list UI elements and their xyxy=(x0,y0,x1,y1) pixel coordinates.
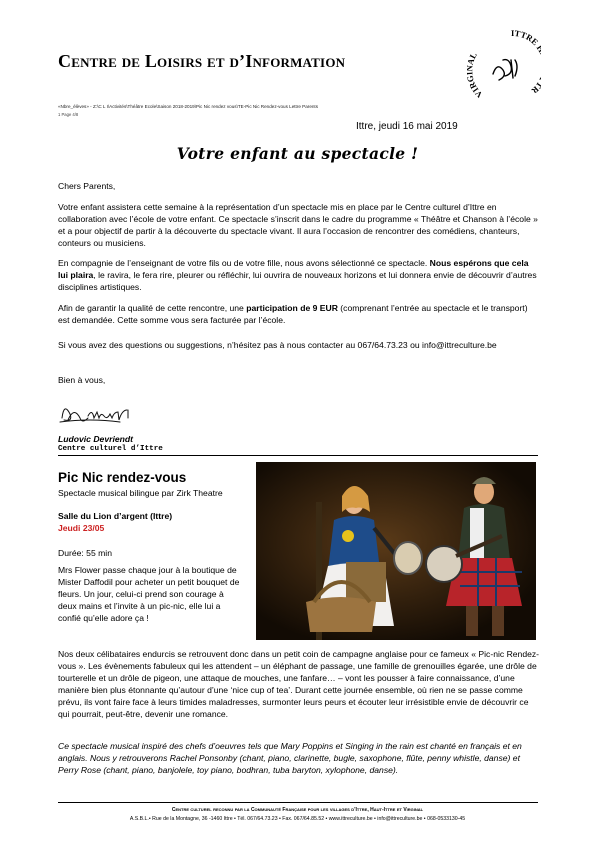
section-divider xyxy=(58,455,538,456)
seal-text-right: ITTRE R xyxy=(510,30,541,96)
closing: Bien à vous, xyxy=(58,375,106,385)
footer-rule xyxy=(58,802,538,803)
show-duration: Durée: 55 min xyxy=(58,548,112,558)
letter-date: Ittre, jeudi 16 mai 2019 xyxy=(356,121,458,132)
seal-logo xyxy=(467,30,541,104)
handwritten-signature xyxy=(58,398,136,428)
show-photo xyxy=(256,462,536,640)
signer-name: Ludovic Devriendt xyxy=(58,434,133,444)
show-title: Pic Nic rendez-vous xyxy=(58,470,187,485)
performers-image xyxy=(256,462,536,640)
signer-org: Centre culturel d’Ittre xyxy=(58,445,163,453)
signature-graphic xyxy=(58,398,136,428)
footer-recognition: Centre culturel reconnu par la Communauté Française pour les villages d’Ittre, Haut-Ittre et Virginal xyxy=(171,807,424,813)
show-venue: Salle du Lion d’argent (Ittre) xyxy=(58,511,173,521)
show-description: Nos deux célibataires endurcis se retrouvent donc dans un petit coin de campagne anglaise pour ce fameux « Pic-nic Rendez-vous ». Les évènements fabuleux qui les attendent – un éléphant de passage, une famille de grenouilles égarée, une drôle de tourterelle et un drôle de pigeon, une attaque de mouches, une fanfare… – vont les pousser à faire connaissance, d’une manière bien plus étonnante qu’autour d’une ‘nice cup of tea’. Durant cette journée ensemble, où rien ne se passe comme prévu, ils vont faire face à leurs timides maladresses, surmonter leurs peurs et écouter leur irrésistible envie de découvrir ce qui pourrait, peut-être, devenir une romance. xyxy=(58,649,540,719)
paragraph-fee: Afin de garantir la qualité de cette rencontre, une participation de 9 EUR (comprenant l’entrée au spectacle et le transport) est demandée. Cette somme vous sera facturée par l’école. xyxy=(58,303,528,325)
show-date: Jeudi 23/05 xyxy=(58,523,105,533)
seal-logo-graphic xyxy=(467,30,541,104)
show-subtitle: Spectacle musical bilingue par Zirk Theatre xyxy=(58,488,223,498)
main-title: Votre enfant au spectacle ! xyxy=(176,144,419,163)
footer-contact: A.S.B.L.• Rue de la Montagne, 36 -1460 Ittre • Tél. 067/64.73.23 • Fax. 067/64.85.52 • www.ittreculture.be • info@ittreculture.be • 068-0533130-45 xyxy=(129,816,466,822)
paragraph-intro: Votre enfant assistera cette semaine à la représentation d’un spectacle mis en place par le Centre culturel d’Ittre en collaboration avec l’école de votre enfant. Ce spectacle s’inscrit dans le cadre du programme « Théâtre et Chanson à l’école » et a pour objectif de partir à la découverte du spectacle vivant. Il aura l’occasion de rencontrer des comédiens, chanteurs, conteurs ou musiciens. xyxy=(58,202,538,248)
page-ref: 1 Page 4/8 xyxy=(58,112,79,117)
show-story: Mrs Flower passe chaque jour à la boutique de Mister Daffodil pour acheter un petit bouquet de fleurs. Un jour, celui-ci prend son courage à deux mains et l’invite à un pic-nic, elle lui a confié qu’elle adore ça ! xyxy=(58,565,240,623)
svg-text:VIRGINAL xyxy=(467,50,484,99)
greeting: Chers Parents, xyxy=(58,181,116,191)
paragraph-contact: Si vous avez des questions ou suggestions, n’hésitez pas à nous contacter au 067/64.73.23 ou info@ittreculture.be xyxy=(58,340,497,350)
seal-text-left: VIR L xyxy=(467,50,485,100)
file-path: «Nbre_élèves» - Z:\C L I\Activités\Théâtre Ecole\Saison 2018-2019\Pic Nic rendez vous\TE-Pic Nic Rendez-vous Lettre Parents xyxy=(58,104,319,109)
org-title: Centre de Loisirs et d’Information xyxy=(58,51,346,71)
show-credits: Ce spectacle musical inspiré des chefs d’oeuvres tels que Mary Poppins et Singing in the rain est chanté en français et en anglais. Nous y retrouverons Rachel Ponsonby (chant, piano, clarinette, bugle, saxophone, flûte, penny whistle, danse) et Perry Rose (chant, piano, banjolele, toy piano, bodhran, tuba baryton, xylophone, danse). xyxy=(58,741,522,775)
paragraph-selection: En compagnie de l’enseignant de votre fils ou de votre fille, nous avons sélectionné ce spectacle. Nous espérons que cela lui plaira, le ravira, le fera rire, pleurer ou réfléchir, lui ouvrira de nouveaux horizons et lui donnera envie de découvrir d’autres disciplines artistiques. xyxy=(58,258,537,292)
